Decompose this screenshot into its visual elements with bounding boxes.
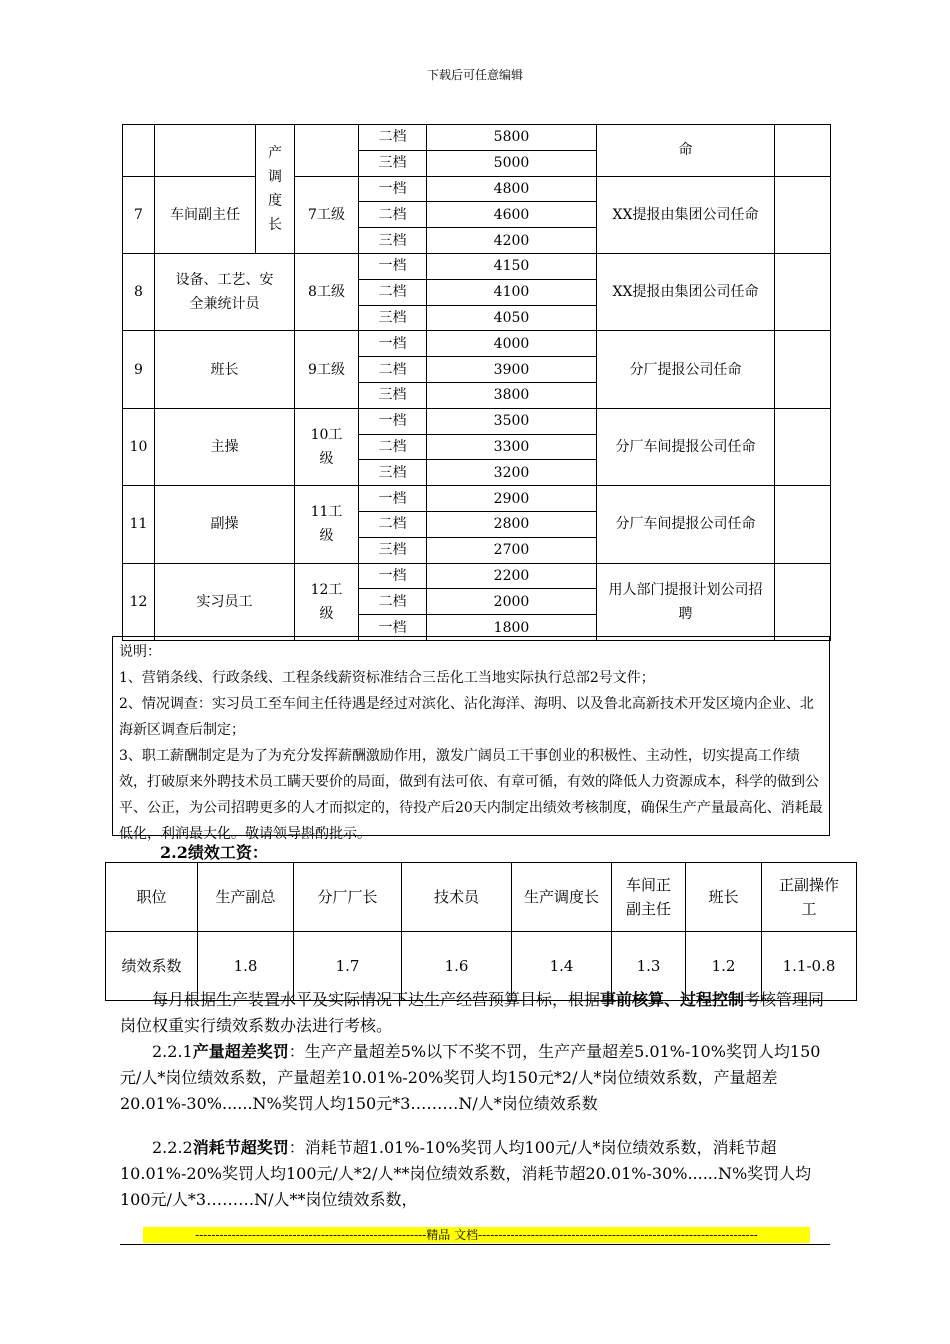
perf-value-cell: 1.4	[512, 932, 612, 1001]
extra-cell	[775, 486, 831, 563]
no-cell: 9	[123, 331, 155, 408]
salary-row	[123, 563, 831, 589]
grade-cell: 二档	[359, 589, 427, 615]
para2-text: ：生产产量超差5%以下不奖不罚，生产产量超差5.01%-10%奖罚人均150元/人*岗位绩效系数，产量超差10.01%-20%奖罚人均150元*2/人*岗位绩效系数，产量超差20.01%-30%......N%奖罚人均150元*3………N/人*岗位绩效系数	[120, 1042, 821, 1113]
amount-cell: 3200	[427, 460, 597, 486]
note-cell: 用人部门提报计划公司招聘	[597, 563, 775, 640]
perf-header-cell: 班长	[686, 863, 762, 932]
grade-cell: 三档	[359, 460, 427, 486]
amount-cell: 2700	[427, 537, 597, 563]
salary-row	[123, 125, 831, 151]
perf-header-row	[106, 863, 857, 932]
amount-cell: 3900	[427, 357, 597, 383]
para2-num: 2.2.1	[152, 1042, 193, 1061]
note-cell: XX提报由集团公司任命	[597, 176, 775, 253]
perf-header-cell: 技术员	[402, 863, 512, 932]
perf-value-cell: 1.2	[686, 932, 762, 1001]
amount-cell: 3300	[427, 434, 597, 460]
amount-cell: 4600	[427, 202, 597, 228]
perf-header-cell: 生产副总	[198, 863, 294, 932]
amount-cell: 3800	[427, 382, 597, 408]
grade-cell: 三档	[359, 305, 427, 331]
amount-cell: 1800	[427, 615, 597, 641]
note-cell: 分厂提报公司任命	[597, 331, 775, 408]
position-cell: 车间副主任	[155, 176, 256, 253]
vertical-position-cell: 产调度长	[256, 125, 295, 254]
no-cell	[123, 125, 155, 177]
salary-row	[123, 486, 831, 512]
perf-value-cell: 1.1-0.8	[762, 932, 857, 1001]
grade-cell: 二档	[359, 357, 427, 383]
grade-cell: 二档	[359, 279, 427, 305]
extra-cell	[775, 125, 831, 177]
para3-text: ：消耗节超1.01%-10%奖罚人均100元/人*岗位绩效系数，消耗节超10.01%-20%奖罚人均100元/人*2/人**岗位绩效系数，消耗节超20.01%-30%......N%奖罚人均100元/人*3………N/人**岗位绩效系数，	[120, 1138, 812, 1209]
no-cell: 12	[123, 563, 155, 640]
perf-value-label: 绩效系数	[106, 932, 198, 1001]
perf-header-cell: 生产调度长	[512, 863, 612, 932]
note-cell: 分厂车间提报公司任命	[597, 486, 775, 563]
extra-cell	[775, 408, 831, 485]
amount-cell: 2000	[427, 589, 597, 615]
no-cell: 11	[123, 486, 155, 563]
grade-cell: 一档	[359, 331, 427, 357]
amount-cell: 4150	[427, 253, 597, 279]
footer-banner: ---------------------------------------------------------精品 文档---------------------------------------------------------------------	[143, 1227, 810, 1243]
notes-line-1: 1、营销条线、行政条线、工程条线薪资标准结合三岳化工当地实际执行总部2号文件；	[119, 670, 655, 686]
grade-cell: 一档	[359, 253, 427, 279]
extra-cell	[775, 253, 831, 330]
perf-value-cell: 1.7	[294, 932, 402, 1001]
para3-num: 2.2.2	[152, 1138, 193, 1157]
amount-cell: 5000	[427, 150, 597, 176]
grade-cell: 三档	[359, 537, 427, 563]
salary-table	[122, 124, 831, 641]
position-cell: 实习员工	[155, 563, 295, 640]
position-cell: 副操	[155, 486, 295, 563]
grade-cell: 二档	[359, 202, 427, 228]
grade-cell: 三档	[359, 150, 427, 176]
level-cell: 12工级	[295, 563, 359, 640]
notes-line-3: 3、职工薪酬制定是为了为充分发挥薪酬激励作用，激发广阔员工干事创业的积极性、主动性，切实提高工作绩效，打破原来外聘技术员工瞒天要价的局面，做到有法可依、有章可循，有效的降低人力资源成本，科学的做到公平、公正，为公司招聘更多的人才而拟定的，待投产后20天内制定出绩效考核制度，确保生产产量最高化、消耗最低化，利润最大化。敬请领导斟酌批示。	[119, 748, 823, 842]
grade-cell: 三档	[359, 382, 427, 408]
perf-value-cell: 1.8	[198, 932, 294, 1001]
no-cell: 7	[123, 176, 155, 253]
amount-cell: 4800	[427, 176, 597, 202]
level-cell: 9工级	[295, 331, 359, 408]
salary-row	[123, 331, 831, 357]
paragraph-3	[120, 1135, 830, 1213]
grade-cell: 二档	[359, 511, 427, 537]
level-cell: 7工级	[295, 176, 359, 253]
footer-divider	[120, 1244, 830, 1245]
amount-cell: 2200	[427, 563, 597, 589]
perf-value-cell: 1.3	[612, 932, 686, 1001]
no-cell: 10	[123, 408, 155, 485]
salary-row	[123, 408, 831, 434]
amount-cell: 5800	[427, 125, 597, 151]
grade-cell: 一档	[359, 615, 427, 641]
amount-cell: 4100	[427, 279, 597, 305]
note-cell: 命	[597, 125, 775, 177]
perf-value-cell: 1.6	[402, 932, 512, 1001]
level-cell: 8工级	[295, 253, 359, 330]
notes-line-2: 2、情况调查：实习员工至车间主任待遇是经过对滨化、沾化海洋、海明、以及鲁北高新技术开发区境内企业、北海新区调查后制定；	[119, 696, 814, 738]
position-cell: 班长	[155, 331, 295, 408]
no-cell: 8	[123, 253, 155, 330]
para2-bold: 产量超差奖罚	[192, 1042, 289, 1061]
page-header: 下载后可任意编辑	[426, 68, 523, 82]
notes-box	[112, 636, 830, 842]
note-cell: XX提报由集团公司任命	[597, 253, 775, 330]
paragraph-2	[120, 1039, 830, 1117]
salary-row	[123, 253, 831, 279]
grade-cell: 二档	[359, 434, 427, 460]
grade-cell: 一档	[359, 563, 427, 589]
position-cell: 主操	[155, 408, 295, 485]
amount-cell: 2800	[427, 511, 597, 537]
grade-cell: 二档	[359, 125, 427, 151]
perf-header-label: 职位	[106, 863, 198, 932]
notes-title: 说明：	[119, 644, 161, 660]
amount-cell: 4050	[427, 305, 597, 331]
amount-cell: 3500	[427, 408, 597, 434]
extra-cell	[775, 331, 831, 408]
extra-cell	[775, 176, 831, 253]
performance-table	[105, 862, 857, 1001]
amount-cell: 2900	[427, 486, 597, 512]
amount-cell: 4000	[427, 331, 597, 357]
salary-row	[123, 176, 831, 202]
note-cell: 分厂车间提报公司任命	[597, 408, 775, 485]
section-title: 2.2绩效工资：	[160, 843, 268, 862]
level-cell	[295, 125, 359, 177]
para1-text-b: 考核管理同岗位权重实行绩效系数办法进行考核。	[120, 990, 825, 1035]
extra-cell	[775, 563, 831, 640]
para1-bold: 事前核算、过程控制	[600, 990, 745, 1009]
position-cell: 设备、工艺、安全兼统计员	[155, 253, 295, 330]
paragraph-1	[120, 987, 830, 1039]
perf-header-cell: 正副操作工	[762, 863, 857, 932]
amount-cell: 4200	[427, 228, 597, 254]
position-cell	[155, 125, 256, 177]
para1-text-a: 每月根据生产装置水平及实际情况下达生产经营预算目标，根据	[152, 990, 601, 1009]
level-cell: 10工级	[295, 408, 359, 485]
grade-cell: 三档	[359, 228, 427, 254]
para3-bold: 消耗节超奖罚	[192, 1138, 289, 1157]
perf-header-cell: 车间正副主任	[612, 863, 686, 932]
level-cell: 11工级	[295, 486, 359, 563]
grade-cell: 一档	[359, 176, 427, 202]
perf-header-cell: 分厂厂长	[294, 863, 402, 932]
grade-cell: 一档	[359, 408, 427, 434]
grade-cell: 一档	[359, 486, 427, 512]
